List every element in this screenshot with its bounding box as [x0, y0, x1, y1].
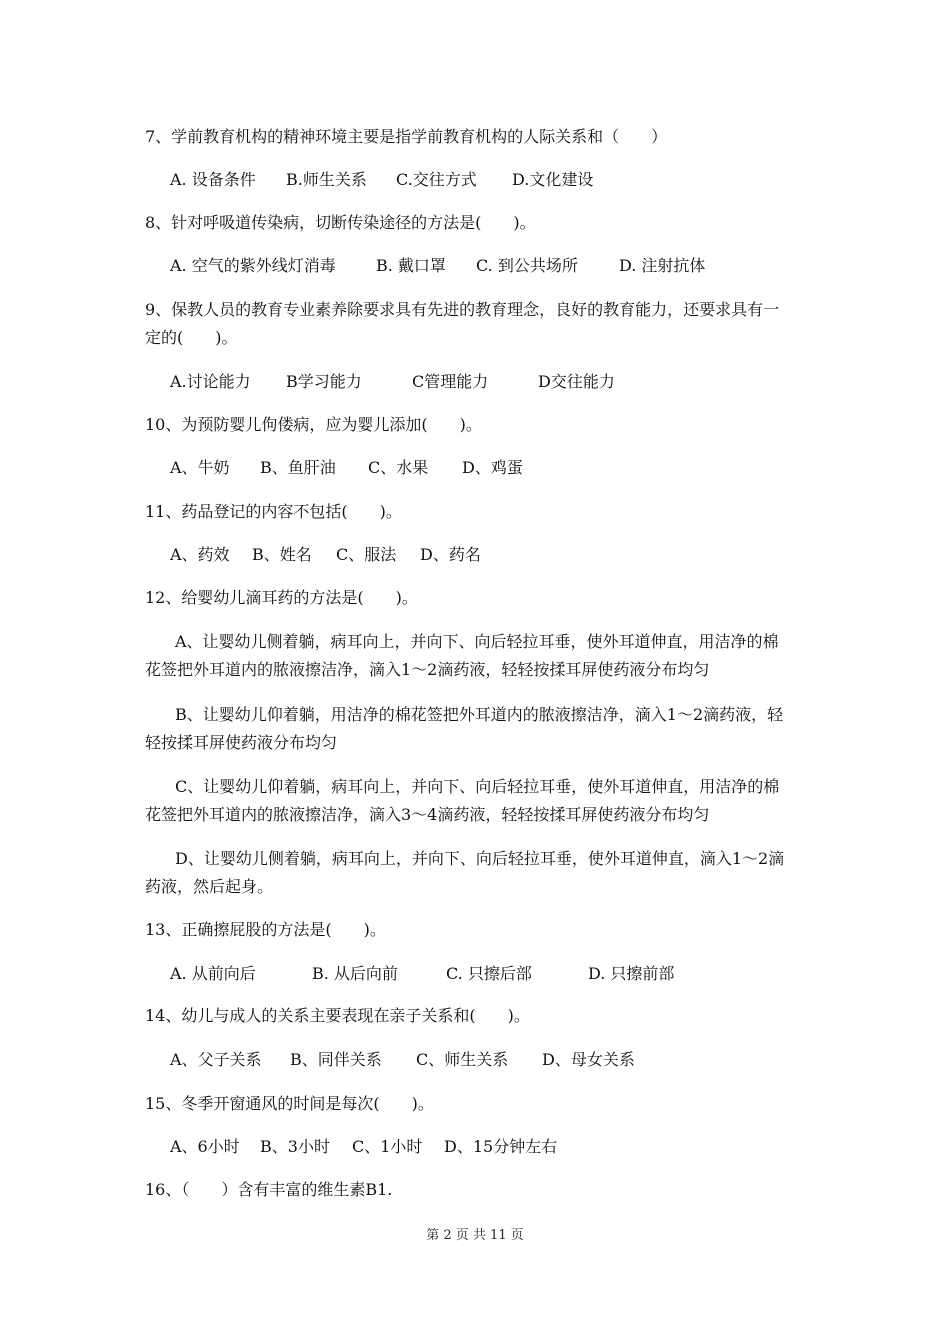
question-10-stem: 10、为预防婴儿佝偻病，应为婴儿添加( )。	[145, 415, 482, 434]
option-c: C、水果	[368, 458, 429, 477]
question-12-option-b-line1: B、让婴幼儿仰着躺，用洁净的棉花签把外耳道内的脓液擦洁净，滴入1～2滴药液，轻	[175, 705, 784, 724]
option-b: B. 戴口罩	[376, 256, 446, 275]
option-a: A、父子关系	[170, 1050, 262, 1069]
option-d: D. 只擦前部	[588, 964, 675, 983]
question-14-options	[170, 1046, 635, 1074]
option-c: C、1小时	[352, 1137, 423, 1156]
question-12-option-c-line2: 花签把外耳道内的脓液擦洁净，滴入3～4滴药液，轻轻按揉耳屏使药液分布均匀	[145, 805, 710, 824]
question-12-stem: 12、给婴幼儿滴耳药的方法是( )。	[145, 588, 418, 607]
option-a: A、6小时	[170, 1137, 240, 1156]
option-b: B、3小时	[260, 1137, 330, 1156]
option-a: A、牛奶	[170, 458, 230, 477]
option-d: D、15分钟左右	[444, 1137, 558, 1156]
option-a: A. 从前向后	[170, 964, 256, 983]
option-d: D.文化建设	[512, 170, 594, 189]
option-c: C、服法	[336, 545, 397, 564]
question-10-options	[170, 454, 523, 482]
option-c: C管理能力	[412, 372, 489, 391]
option-d: D. 注射抗体	[619, 256, 706, 275]
option-b: B. 从后向前	[312, 964, 398, 983]
option-d: D交往能力	[538, 372, 615, 391]
option-d: D、药名	[420, 545, 481, 564]
question-8-options	[170, 252, 705, 280]
question-11-stem: 11、药品登记的内容不包括( )。	[145, 502, 402, 521]
option-a: A.讨论能力	[170, 372, 251, 391]
option-c: C.交往方式	[396, 170, 477, 189]
option-a: A、药效	[170, 545, 230, 564]
question-15-options	[170, 1133, 557, 1161]
option-b: B、同伴关系	[290, 1050, 382, 1069]
question-13-stem: 13、正确擦屁股的方法是( )。	[145, 920, 386, 939]
option-c: C、师生关系	[416, 1050, 509, 1069]
option-b: B.师生关系	[286, 170, 367, 189]
page-number-footer: 第 2 页 共 11 页	[426, 1228, 524, 1243]
question-7-options	[170, 166, 593, 194]
option-b: B学习能力	[286, 372, 362, 391]
question-12-option-b-line2: 轻按揉耳屏使药液分布均匀	[145, 733, 338, 752]
question-9-options	[170, 368, 615, 396]
option-b: B、姓名	[252, 545, 312, 564]
question-12-option-a-line1: A、让婴幼儿侧着躺，病耳向上，并向下、向后轻拉耳垂，使外耳道伸直，用洁净的棉	[175, 632, 779, 651]
question-13-options	[170, 960, 674, 988]
option-b: B、鱼肝油	[260, 458, 336, 477]
question-14-stem: 14、幼儿与成人的关系主要表现在亲子关系和( )。	[145, 1006, 530, 1025]
question-7-stem: 7、学前教育机构的精神环境主要是指学前教育机构的人际关系和（ ）	[145, 127, 668, 146]
question-16-stem: 16、（ ）含有丰富的维生素B1.	[145, 1180, 393, 1199]
question-8-stem: 8、针对呼吸道传染病，切断传染途径的方法是( )。	[145, 213, 536, 232]
question-11-options	[170, 541, 481, 569]
option-d: D、鸡蛋	[462, 458, 523, 477]
option-d: D、母女关系	[542, 1050, 635, 1069]
option-a: A. 设备条件	[170, 170, 256, 189]
option-c: C. 只擦后部	[446, 964, 532, 983]
question-12-option-d-line2: 药液，然后起身。	[145, 877, 274, 896]
question-12-option-c-line1: C、让婴幼儿仰着躺，病耳向上，并向下、向后轻拉耳垂，使外耳道伸直，用洁净的棉	[175, 777, 780, 796]
question-12-option-a-line2: 花签把外耳道内的脓液擦洁净，滴入1～2滴药液，轻轻按揉耳屏使药液分布均匀	[145, 660, 710, 679]
question-15-stem: 15、冬季开窗通风的时间是每次( )。	[145, 1094, 434, 1113]
question-9-stem-line1: 9、保教人员的教育专业素养除要求具有先进的教育理念，良好的教育能力，还要求具有一	[145, 300, 780, 319]
option-c: C. 到公共场所	[476, 256, 578, 275]
question-12-option-d-line1: D、让婴幼儿侧着躺，病耳向上，并向下、向后轻拉耳垂，使外耳道伸直，滴入1～2滴	[175, 849, 785, 868]
option-a: A. 空气的紫外线灯消毒	[170, 256, 336, 275]
question-9-stem-line2: 定的( )。	[145, 328, 238, 347]
